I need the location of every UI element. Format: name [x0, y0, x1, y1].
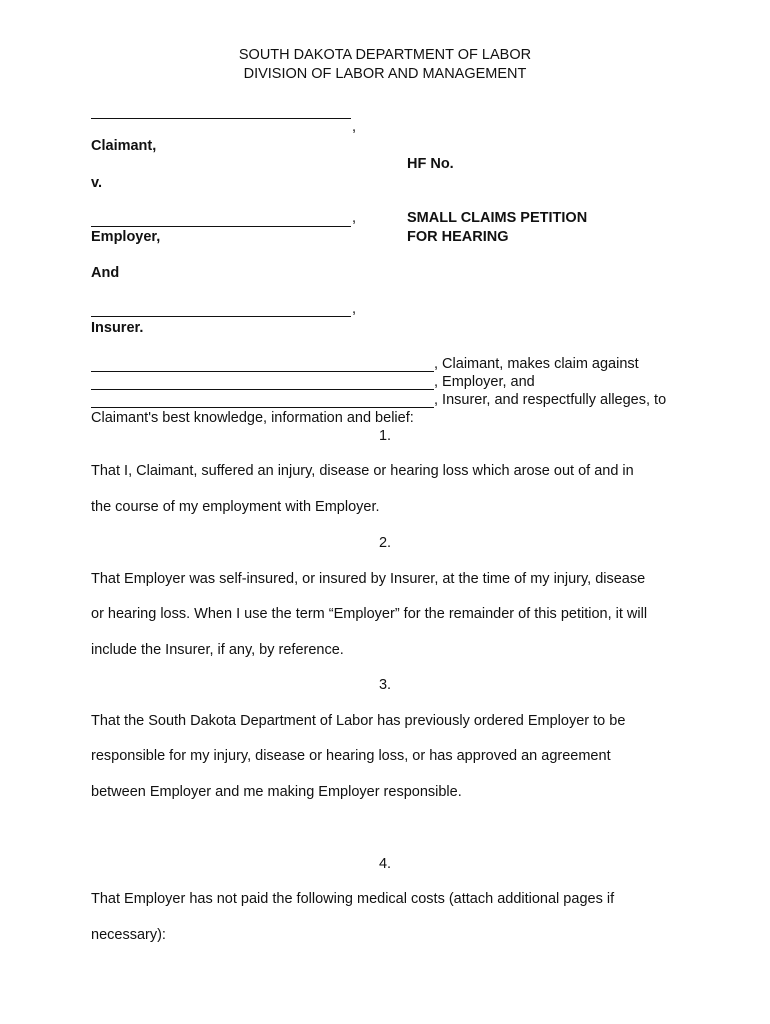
- insurer-comma: ,: [352, 301, 357, 317]
- versus-label: v.: [91, 175, 103, 191]
- claimant-name-blank[interactable]: [91, 118, 351, 119]
- section-text-line: That Employer has not paid the following medical costs (attach additional pages if: [91, 891, 615, 907]
- section-text-line: the course of my employment with Employer.: [91, 499, 380, 515]
- section-text-line: necessary):: [91, 927, 166, 943]
- intro-line2: , Employer, and: [434, 374, 535, 390]
- intro-line3: , Insurer, and respectfully alleges, to: [434, 392, 667, 408]
- claimant-label: Claimant,: [91, 138, 157, 154]
- insurer-label: Insurer.: [91, 320, 144, 336]
- document-title-line1: SMALL CLAIMS PETITION: [407, 210, 588, 226]
- section-text-line: responsible for my injury, disease or hearing loss, or has approved an agreement: [91, 748, 611, 764]
- section-text-line: That I, Claimant, suffered an injury, disease or hearing loss which arose out of and in: [91, 463, 634, 479]
- employer-name-blank[interactable]: [91, 226, 351, 227]
- employer-label: Employer,: [91, 229, 161, 245]
- section-number: 3.: [378, 677, 392, 693]
- intro-insurer-blank[interactable]: [91, 407, 434, 408]
- and-label: And: [91, 265, 120, 281]
- insurer-name-blank[interactable]: [91, 316, 351, 317]
- intro-claimant-blank[interactable]: [91, 371, 434, 372]
- document-title-line2: FOR HEARING: [407, 229, 509, 245]
- claimant-comma: ,: [352, 119, 357, 135]
- section-number: 4.: [378, 856, 392, 872]
- section-number: 2.: [378, 535, 392, 551]
- division-name: DIVISION OF LABOR AND MANAGEMENT: [243, 66, 527, 82]
- agency-name: SOUTH DAKOTA DEPARTMENT OF LABOR: [238, 47, 532, 63]
- section-text-line: That the South Dakota Department of Labor has previously ordered Employer to be: [91, 713, 626, 729]
- section-text-line: between Employer and me making Employer responsible.: [91, 784, 462, 800]
- section-text-line: or hearing loss. When I use the term “Employer” for the remainder of this petition, it will: [91, 606, 648, 622]
- intro-line4: Claimant's best knowledge, information and belief:: [91, 410, 414, 426]
- intro-employer-blank[interactable]: [91, 389, 434, 390]
- intro-line1: , Claimant, makes claim against: [434, 356, 639, 372]
- section-number: 1.: [378, 428, 392, 444]
- hf-number-label: HF No.: [407, 156, 454, 172]
- section-text-line: That Employer was self-insured, or insured by Insurer, at the time of my injury, disease: [91, 571, 646, 587]
- section-text-line: include the Insurer, if any, by reference.: [91, 642, 344, 658]
- employer-comma: ,: [352, 210, 357, 226]
